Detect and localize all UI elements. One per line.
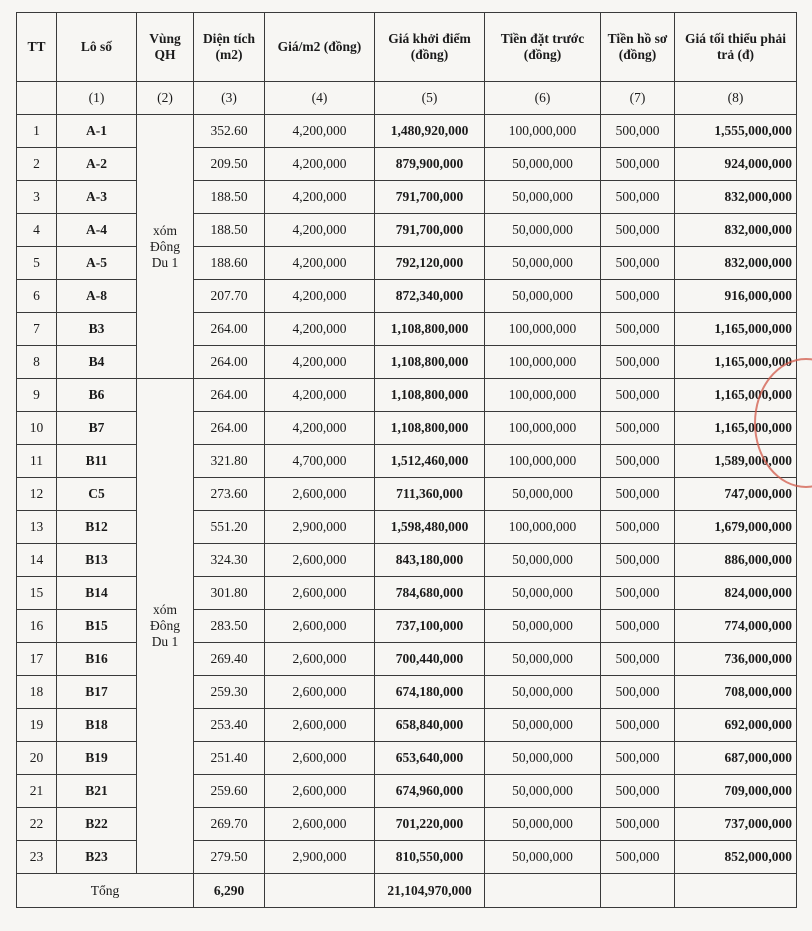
row-number: 13 [17, 511, 57, 544]
header-row [17, 13, 797, 82]
lot-number: B19 [57, 742, 137, 775]
area-cell: 269.70 [194, 808, 265, 841]
minimum-payment: 852,000,000 [675, 841, 797, 874]
price-per-m2: 2,600,000 [265, 775, 375, 808]
start-price: 1,108,800,000 [375, 346, 485, 379]
table-row [17, 511, 797, 544]
blank-cell [265, 874, 375, 908]
deposit-amount: 50,000,000 [485, 247, 601, 280]
minimum-payment: 1,165,000,000 [675, 412, 797, 445]
fee-amount: 500,000 [601, 280, 675, 313]
start-price: 658,840,000 [375, 709, 485, 742]
start-price: 791,700,000 [375, 214, 485, 247]
fee-amount: 500,000 [601, 577, 675, 610]
area-cell: 283.50 [194, 610, 265, 643]
lot-number: B3 [57, 313, 137, 346]
area-cell: 207.70 [194, 280, 265, 313]
deposit-amount: 100,000,000 [485, 412, 601, 445]
zone-name: xóm Đông Du 1 [137, 115, 194, 379]
start-price: 701,220,000 [375, 808, 485, 841]
fee-amount: 500,000 [601, 775, 675, 808]
row-number: 2 [17, 148, 57, 181]
fee-amount: 500,000 [601, 379, 675, 412]
minimum-payment: 832,000,000 [675, 181, 797, 214]
deposit-amount: 50,000,000 [485, 181, 601, 214]
column-number: (6) [485, 82, 601, 115]
area-cell: 301.80 [194, 577, 265, 610]
area-cell: 253.40 [194, 709, 265, 742]
area-cell: 259.60 [194, 775, 265, 808]
area-cell: 321.80 [194, 445, 265, 478]
price-per-m2: 2,600,000 [265, 709, 375, 742]
table-row [17, 742, 797, 775]
start-price: 791,700,000 [375, 181, 485, 214]
minimum-payment: 1,589,000,000 [675, 445, 797, 478]
price-per-m2: 4,200,000 [265, 280, 375, 313]
table-row [17, 478, 797, 511]
minimum-payment: 916,000,000 [675, 280, 797, 313]
start-price: 843,180,000 [375, 544, 485, 577]
blank-cell [675, 874, 797, 908]
table-row [17, 775, 797, 808]
start-price: 784,680,000 [375, 577, 485, 610]
column-number: (8) [675, 82, 797, 115]
price-per-m2: 2,600,000 [265, 544, 375, 577]
deposit-amount: 50,000,000 [485, 676, 601, 709]
minimum-payment: 692,000,000 [675, 709, 797, 742]
fee-amount: 500,000 [601, 709, 675, 742]
lot-number: B22 [57, 808, 137, 841]
deposit-amount: 50,000,000 [485, 148, 601, 181]
lot-number: B18 [57, 709, 137, 742]
deposit-amount: 50,000,000 [485, 808, 601, 841]
deposit-amount: 100,000,000 [485, 115, 601, 148]
row-number: 3 [17, 181, 57, 214]
price-per-m2: 2,600,000 [265, 808, 375, 841]
start-price: 674,180,000 [375, 676, 485, 709]
fee-amount: 500,000 [601, 808, 675, 841]
lot-number: A-5 [57, 247, 137, 280]
lot-number: B21 [57, 775, 137, 808]
fee-amount: 500,000 [601, 247, 675, 280]
start-price: 1,480,920,000 [375, 115, 485, 148]
row-number: 16 [17, 610, 57, 643]
table-row [17, 313, 797, 346]
deposit-amount: 50,000,000 [485, 577, 601, 610]
minimum-payment: 737,000,000 [675, 808, 797, 841]
price-per-m2: 2,600,000 [265, 643, 375, 676]
fee-amount: 500,000 [601, 181, 675, 214]
minimum-payment: 832,000,000 [675, 247, 797, 280]
minimum-payment: 886,000,000 [675, 544, 797, 577]
fee-amount: 500,000 [601, 115, 675, 148]
table-row [17, 181, 797, 214]
lot-number: A-3 [57, 181, 137, 214]
lot-number: B17 [57, 676, 137, 709]
row-number: 17 [17, 643, 57, 676]
column-number: (3) [194, 82, 265, 115]
fee-amount: 500,000 [601, 841, 675, 874]
lot-number: A-4 [57, 214, 137, 247]
deposit-amount: 50,000,000 [485, 643, 601, 676]
col-tt: TT [17, 13, 57, 82]
start-price: 792,120,000 [375, 247, 485, 280]
fee-amount: 500,000 [601, 742, 675, 775]
row-number: 19 [17, 709, 57, 742]
area-cell: 324.30 [194, 544, 265, 577]
deposit-amount: 50,000,000 [485, 478, 601, 511]
fee-amount: 500,000 [601, 313, 675, 346]
table-row [17, 379, 797, 412]
total-label: Tổng [17, 874, 194, 908]
table-row [17, 808, 797, 841]
start-price: 711,360,000 [375, 478, 485, 511]
table-row [17, 214, 797, 247]
area-cell: 273.60 [194, 478, 265, 511]
row-number: 14 [17, 544, 57, 577]
fee-amount: 500,000 [601, 445, 675, 478]
price-per-m2: 4,200,000 [265, 247, 375, 280]
fee-amount: 500,000 [601, 412, 675, 445]
table-row [17, 577, 797, 610]
col-fee: Tiền hồ sơ (đồng) [601, 13, 675, 82]
area-cell: 251.40 [194, 742, 265, 775]
row-number: 11 [17, 445, 57, 478]
table-row [17, 346, 797, 379]
minimum-payment: 747,000,000 [675, 478, 797, 511]
column-number: (1) [57, 82, 137, 115]
lot-number: B14 [57, 577, 137, 610]
minimum-payment: 1,165,000,000 [675, 313, 797, 346]
fee-amount: 500,000 [601, 511, 675, 544]
row-number: 20 [17, 742, 57, 775]
table-row [17, 247, 797, 280]
minimum-payment: 1,165,000,000 [675, 346, 797, 379]
table-row [17, 445, 797, 478]
total-row [17, 874, 797, 908]
col-start-price: Giá khởi điểm (đồng) [375, 13, 485, 82]
row-number: 9 [17, 379, 57, 412]
price-per-m2: 2,600,000 [265, 742, 375, 775]
col-lot: Lô số [57, 13, 137, 82]
blank-cell [485, 874, 601, 908]
col-price-m2: Giá/m2 (đồng) [265, 13, 375, 82]
start-price: 872,340,000 [375, 280, 485, 313]
row-number: 6 [17, 280, 57, 313]
column-number: (7) [601, 82, 675, 115]
table-row [17, 412, 797, 445]
table-row [17, 709, 797, 742]
deposit-amount: 50,000,000 [485, 709, 601, 742]
table-row [17, 841, 797, 874]
row-number: 10 [17, 412, 57, 445]
row-number: 1 [17, 115, 57, 148]
lot-number: B7 [57, 412, 137, 445]
deposit-amount: 50,000,000 [485, 544, 601, 577]
fee-amount: 500,000 [601, 148, 675, 181]
minimum-payment: 1,555,000,000 [675, 115, 797, 148]
column-number: (5) [375, 82, 485, 115]
price-per-m2: 4,200,000 [265, 412, 375, 445]
col-deposit: Tiền đặt trước (đồng) [485, 13, 601, 82]
row-number: 22 [17, 808, 57, 841]
deposit-amount: 50,000,000 [485, 742, 601, 775]
deposit-amount: 50,000,000 [485, 841, 601, 874]
row-number: 23 [17, 841, 57, 874]
price-per-m2: 4,700,000 [265, 445, 375, 478]
price-per-m2: 4,200,000 [265, 148, 375, 181]
deposit-amount: 100,000,000 [485, 346, 601, 379]
area-cell: 264.00 [194, 379, 265, 412]
minimum-payment: 832,000,000 [675, 214, 797, 247]
total-area: 6,290 [194, 874, 265, 908]
table-row [17, 643, 797, 676]
price-per-m2: 2,600,000 [265, 610, 375, 643]
table-row [17, 544, 797, 577]
fee-amount: 500,000 [601, 346, 675, 379]
area-cell: 209.50 [194, 148, 265, 181]
area-cell: 259.30 [194, 676, 265, 709]
start-price: 1,108,800,000 [375, 313, 485, 346]
deposit-amount: 50,000,000 [485, 280, 601, 313]
price-per-m2: 4,200,000 [265, 379, 375, 412]
minimum-payment: 709,000,000 [675, 775, 797, 808]
price-per-m2: 4,200,000 [265, 115, 375, 148]
deposit-amount: 50,000,000 [485, 214, 601, 247]
start-price: 1,108,800,000 [375, 379, 485, 412]
table-row [17, 610, 797, 643]
price-per-m2: 4,200,000 [265, 181, 375, 214]
area-cell: 352.60 [194, 115, 265, 148]
table-row [17, 115, 797, 148]
deposit-amount: 100,000,000 [485, 379, 601, 412]
table-row [17, 148, 797, 181]
lot-number: A-1 [57, 115, 137, 148]
start-price: 1,108,800,000 [375, 412, 485, 445]
fee-amount: 500,000 [601, 478, 675, 511]
start-price: 879,900,000 [375, 148, 485, 181]
lot-number: B4 [57, 346, 137, 379]
auction-lot-table [16, 12, 797, 908]
minimum-payment: 924,000,000 [675, 148, 797, 181]
lot-number: A-8 [57, 280, 137, 313]
col-zone: Vùng QH [137, 13, 194, 82]
area-cell: 264.00 [194, 346, 265, 379]
row-number: 21 [17, 775, 57, 808]
price-per-m2: 4,200,000 [265, 214, 375, 247]
area-cell: 188.50 [194, 181, 265, 214]
price-per-m2: 2,900,000 [265, 841, 375, 874]
minimum-payment: 1,165,000,000 [675, 379, 797, 412]
area-cell: 264.00 [194, 412, 265, 445]
col-min-pay: Giá tối thiểu phải trả (đ) [675, 13, 797, 82]
start-price: 810,550,000 [375, 841, 485, 874]
row-number: 7 [17, 313, 57, 346]
lot-number: B6 [57, 379, 137, 412]
start-price: 674,960,000 [375, 775, 485, 808]
fee-amount: 500,000 [601, 643, 675, 676]
table-row [17, 280, 797, 313]
fee-amount: 500,000 [601, 214, 675, 247]
deposit-amount: 50,000,000 [485, 610, 601, 643]
price-per-m2: 2,600,000 [265, 577, 375, 610]
start-price: 1,512,460,000 [375, 445, 485, 478]
lot-number: B23 [57, 841, 137, 874]
start-price: 1,598,480,000 [375, 511, 485, 544]
minimum-payment: 1,679,000,000 [675, 511, 797, 544]
lot-number: B11 [57, 445, 137, 478]
row-number: 15 [17, 577, 57, 610]
minimum-payment: 708,000,000 [675, 676, 797, 709]
column-number: (4) [265, 82, 375, 115]
row-number: 4 [17, 214, 57, 247]
fee-amount: 500,000 [601, 610, 675, 643]
price-per-m2: 2,600,000 [265, 478, 375, 511]
row-number: 18 [17, 676, 57, 709]
total-start-price: 21,104,970,000 [375, 874, 485, 908]
column-number: (2) [137, 82, 194, 115]
area-cell: 269.40 [194, 643, 265, 676]
column-number-row [17, 82, 797, 115]
area-cell: 264.00 [194, 313, 265, 346]
area-cell: 188.50 [194, 214, 265, 247]
row-number: 8 [17, 346, 57, 379]
deposit-amount: 100,000,000 [485, 313, 601, 346]
fee-amount: 500,000 [601, 676, 675, 709]
table-row [17, 676, 797, 709]
area-cell: 551.20 [194, 511, 265, 544]
price-per-m2: 2,900,000 [265, 511, 375, 544]
lot-number: B12 [57, 511, 137, 544]
area-cell: 279.50 [194, 841, 265, 874]
lot-number: B16 [57, 643, 137, 676]
start-price: 737,100,000 [375, 610, 485, 643]
start-price: 653,640,000 [375, 742, 485, 775]
minimum-payment: 774,000,000 [675, 610, 797, 643]
deposit-amount: 100,000,000 [485, 445, 601, 478]
price-per-m2: 4,200,000 [265, 346, 375, 379]
lot-number: B13 [57, 544, 137, 577]
fee-amount: 500,000 [601, 544, 675, 577]
row-number: 12 [17, 478, 57, 511]
lot-number: B15 [57, 610, 137, 643]
deposit-amount: 100,000,000 [485, 511, 601, 544]
minimum-payment: 736,000,000 [675, 643, 797, 676]
col-area: Diện tích (m2) [194, 13, 265, 82]
price-per-m2: 4,200,000 [265, 313, 375, 346]
start-price: 700,440,000 [375, 643, 485, 676]
row-number: 5 [17, 247, 57, 280]
deposit-amount: 50,000,000 [485, 775, 601, 808]
lot-number: C5 [57, 478, 137, 511]
minimum-payment: 824,000,000 [675, 577, 797, 610]
blank-cell [17, 82, 57, 115]
area-cell: 188.60 [194, 247, 265, 280]
price-per-m2: 2,600,000 [265, 676, 375, 709]
blank-cell [601, 874, 675, 908]
lot-number: A-2 [57, 148, 137, 181]
minimum-payment: 687,000,000 [675, 742, 797, 775]
zone-name: xóm Đông Du 1 [137, 379, 194, 874]
